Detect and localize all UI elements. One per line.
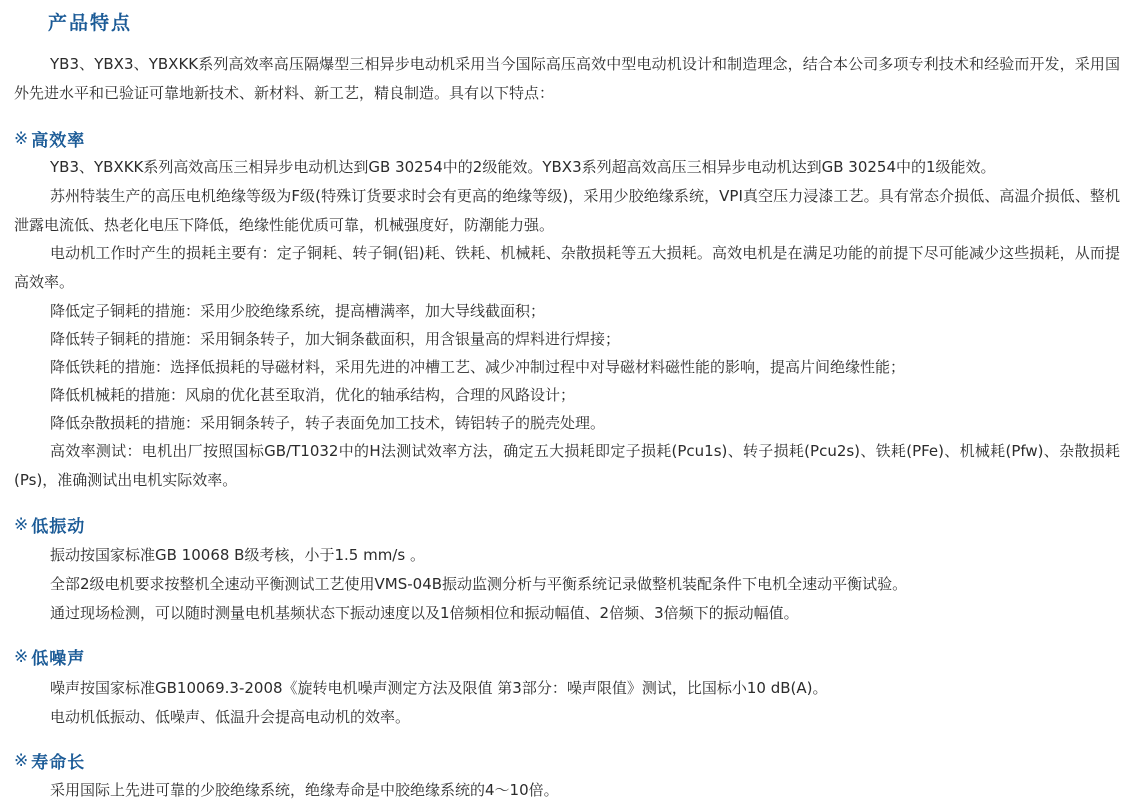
- efficiency-line: YB3、YBXKK系列高效高压三相异步电动机达到GB 30254中的2级能效。YBX3系列超高效高压三相异步电动机达到GB 30254中的1级能效。: [50, 158, 996, 176]
- reference-mark-icon: ※: [14, 128, 30, 149]
- section-heading-vibration: [14, 512, 85, 537]
- efficiency-line: 降低杂散损耗的措施：采用铜条转子，转子表面免加工技术，铸铝转子的脱壳处理。: [50, 414, 606, 432]
- section-heading-text: 寿命长: [31, 753, 86, 773]
- reference-mark-icon: ※: [14, 514, 30, 535]
- noise-line: 电动机低振动、低噪声、低温升会提高电动机的效率。: [50, 708, 411, 726]
- reference-mark-icon: ※: [14, 750, 30, 771]
- section-heading-noise: [14, 644, 85, 669]
- section-heading-efficiency: [14, 126, 85, 151]
- efficiency-paragraph: 高效率测试：电机出厂按照国标GB/T1032中的H法测试效率方法，确定五大损耗即定子损耗(Pcu1s)、转子损耗(Pcu2s)、铁耗(PFe)、机械耗(Pfw)、杂散损耗(Ps)，准确测试出电机实际效率。: [14, 442, 1120, 489]
- noise-line: 噪声按国家标准GB10069.3-2008《旋转电机噪声测定方法及限值 第3部分：噪声限值》测试，比国标小10 dB(A)。: [50, 679, 828, 697]
- page-title: 产品特点: [48, 12, 133, 34]
- efficiency-paragraph: 苏州特装生产的高压电机绝缘等级为F级(特殊订货要求时会有更高的绝缘等级)，采用少胶绝缘系统，VPI真空压力浸漆工艺。具有常态介损低、高温介损低、整机泄露电流低、热老化电压下降低，绝缘性能优质可靠，机械强度好，防潮能力强。: [14, 187, 1120, 234]
- efficiency-line: 降低铁耗的措施：选择低损耗的导磁材料，采用先进的冲槽工艺、减少冲制过程中对导磁材料磁性能的影响，提高片间绝缘性能；: [50, 358, 906, 376]
- lifespan-line: 采用国际上先进可靠的少胶绝缘系统，绝缘寿命是中胶绝缘系统的4～10倍。: [50, 781, 559, 799]
- intro-paragraph: YB3、YBX3、YBXKK系列高效率高压隔爆型三相异步电动机采用当今国际高压高效中型电动机设计和制造理念，结合本公司多项专利技术和经验而开发，采用国外先进水平和已验证可靠地新技术、新材料、新工艺，精良制造。具有以下特点：: [14, 55, 1120, 102]
- vibration-line: 全部2级电机要求按整机全速动平衡测试工艺使用VMS-04B振动监测分析与平衡系统记录做整机装配条件下电机全速动平衡试验。: [50, 575, 908, 593]
- efficiency-line: 降低转子铜耗的措施：采用铜条转子，加大铜条截面积，用含银量高的焊料进行焊接；: [50, 330, 621, 348]
- vibration-line: 振动按国家标准GB 10068 B级考核，小于1.5 mm/s 。: [50, 546, 425, 564]
- section-heading-text: 低振动: [31, 517, 86, 537]
- section-heading-text: 高效率: [31, 131, 86, 151]
- reference-mark-icon: ※: [14, 646, 30, 667]
- vibration-line: 通过现场检测，可以随时测量电机基频状态下振动速度以及1倍频相位和振动幅值、2倍频、3倍频下的振动幅值。: [50, 604, 799, 622]
- efficiency-line: 降低定子铜耗的措施：采用少胶绝缘系统，提高槽满率，加大导线截面积；: [50, 302, 546, 320]
- section-heading-text: 低噪声: [31, 649, 86, 669]
- efficiency-line: 降低机械耗的措施：风扇的优化甚至取消，优化的轴承结构，合理的风路设计；: [50, 386, 576, 404]
- efficiency-paragraph: 电动机工作时产生的损耗主要有：定子铜耗、转子铜(铝)耗、铁耗、机械耗、杂散损耗等五大损耗。高效电机是在满足功能的前提下尽可能减少这些损耗，从而提高效率。: [14, 244, 1120, 291]
- section-heading-lifespan: [14, 748, 85, 773]
